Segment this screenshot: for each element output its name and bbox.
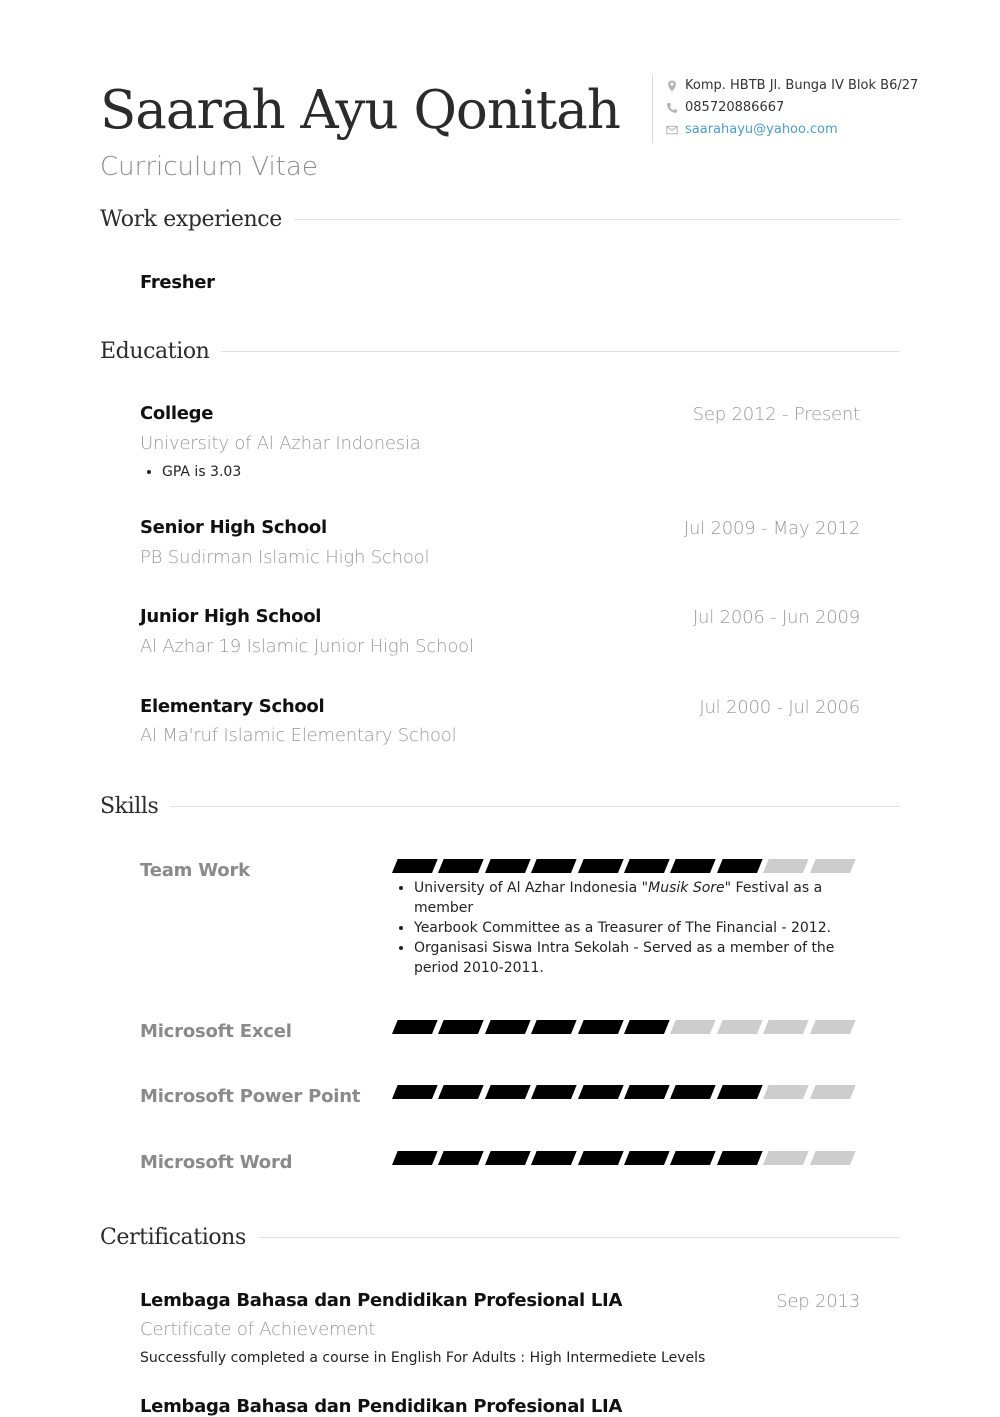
skill-segment-filled	[485, 1085, 531, 1099]
skill-segment-filled	[438, 1085, 484, 1099]
skill-segment-filled	[670, 859, 716, 873]
education-school: University of Al Azhar Indonesia	[140, 433, 421, 454]
skill-segment-filled	[624, 859, 670, 873]
education-degree: Elementary School	[140, 696, 325, 717]
skill-segment-filled	[531, 859, 577, 873]
skill-segment-filled	[578, 1020, 624, 1034]
work-experience-heading	[100, 207, 900, 232]
education-degree: College	[140, 403, 214, 424]
address-text: Komp. HBTB Jl. Bunga IV Blok B6/27	[685, 78, 919, 93]
education-school: Al Azhar 19 Islamic Junior High School	[140, 636, 474, 657]
section-divider	[258, 1237, 900, 1238]
section-divider	[294, 219, 900, 220]
skill-segment-filled	[531, 1085, 577, 1099]
list-item: • GPA is 3.03	[162, 462, 241, 482]
skill-name: Microsoft Power Point	[140, 1086, 361, 1107]
education-school: PB Sudirman Islamic High School	[140, 547, 430, 568]
skill-segment-empty	[670, 1020, 716, 1034]
skill-segment-filled	[624, 1151, 670, 1165]
section-divider	[170, 806, 900, 807]
skill-segment-empty	[810, 1151, 856, 1165]
skill-level-bar	[392, 1085, 856, 1099]
skill-level-bar	[392, 1020, 856, 1034]
education-dates: Jul 2006 - Jun 2009	[692, 607, 860, 628]
skill-level-bar	[392, 1151, 856, 1165]
skill-segment-empty	[810, 859, 856, 873]
phone-icon	[666, 102, 678, 114]
skill-level-bar	[392, 859, 856, 873]
contact-phone	[666, 97, 918, 119]
skill-name: Team Work	[140, 860, 250, 881]
skill-segment-filled	[485, 1151, 531, 1165]
certification-description: Successfully completed a course in English For Adults : High Intermediete Levels	[140, 1350, 706, 1366]
skill-segment-filled	[717, 859, 763, 873]
skill-segment-filled	[438, 1020, 484, 1034]
bullet-text: " Festival as a member	[414, 880, 823, 916]
skill-segment-filled	[717, 1085, 763, 1099]
certification-date: Sep 2013	[776, 1291, 860, 1312]
skill-segment-filled	[578, 1151, 624, 1165]
section-title: Education	[100, 339, 210, 364]
skill-segment-empty	[763, 1085, 809, 1099]
skill-segment-filled	[670, 1085, 716, 1099]
education-dates: Sep 2012 - Present	[692, 404, 860, 425]
skill-segment-filled	[438, 859, 484, 873]
list-item: • Organisasi Siswa Intra Sekolah - Served as a member of the period 2010-2011.	[414, 938, 854, 978]
skill-segment-filled	[624, 1020, 670, 1034]
section-title: Skills	[100, 794, 159, 819]
skill-segment-filled	[392, 1151, 438, 1165]
education-bullets	[140, 462, 241, 482]
email-link[interactable]: saarahayu@yahoo.com	[685, 122, 838, 137]
skill-segment-filled	[531, 1020, 577, 1034]
skill-segment-empty	[717, 1020, 763, 1034]
education-degree: Junior High School	[140, 606, 322, 627]
skill-segment-filled	[531, 1151, 577, 1165]
education-dates: Jul 2009 - May 2012	[683, 518, 860, 539]
skill-segment-filled	[717, 1151, 763, 1165]
skills-heading	[100, 794, 900, 819]
location-pin-icon	[666, 80, 678, 92]
skill-segment-empty	[763, 1151, 809, 1165]
skill-segment-empty	[810, 1085, 856, 1099]
work-entry: Fresher	[140, 272, 215, 293]
skill-segment-filled	[392, 1020, 438, 1034]
list-item	[414, 878, 854, 918]
list-item: • Yearbook Committee as a Treasurer of The Financial - 2012.	[414, 918, 854, 938]
skill-segment-filled	[392, 1085, 438, 1099]
bullet-text: University of Al Azhar Indonesia "	[414, 880, 649, 896]
certification-name: Certificate of Achievement	[140, 1319, 376, 1340]
skill-name: Microsoft Word	[140, 1152, 293, 1173]
education-degree: Senior High School	[140, 517, 327, 538]
education-school: Al Ma'ruf Islamic Elementary School	[140, 725, 457, 746]
education-heading	[100, 339, 900, 364]
certification-org: Lembaga Bahasa dan Pendidikan Profesional LIA	[140, 1396, 623, 1417]
skill-segment-filled	[438, 1151, 484, 1165]
skill-segment-filled	[624, 1085, 670, 1099]
document-subtitle: Curriculum Vitae	[100, 152, 318, 182]
skill-segment-empty	[763, 1020, 809, 1034]
envelope-icon	[666, 124, 678, 136]
section-divider	[221, 351, 900, 352]
skill-segment-filled	[670, 1151, 716, 1165]
skill-segment-filled	[392, 859, 438, 873]
contact-block	[652, 75, 918, 143]
certification-org: Lembaga Bahasa dan Pendidikan Profesional LIA	[140, 1290, 623, 1311]
skill-segment-empty	[763, 859, 809, 873]
education-dates: Jul 2000 - Jul 2006	[699, 697, 860, 718]
skill-segment-filled	[578, 1085, 624, 1099]
phone-text: 085720886667	[685, 100, 785, 115]
section-title: Work experience	[100, 207, 282, 232]
bullet-emphasis: Musik Sore	[648, 880, 725, 896]
contact-address	[666, 75, 918, 97]
skill-segment-filled	[485, 859, 531, 873]
skill-bullets	[392, 878, 854, 978]
skill-segment-empty	[810, 1020, 856, 1034]
section-title: Certifications	[100, 1225, 246, 1250]
contact-email	[666, 119, 918, 141]
skill-name: Microsoft Excel	[140, 1021, 292, 1042]
candidate-name: Saarah Ayu Qonitah	[100, 80, 620, 141]
certifications-heading	[100, 1225, 900, 1250]
skill-segment-filled	[485, 1020, 531, 1034]
skill-segment-filled	[578, 859, 624, 873]
